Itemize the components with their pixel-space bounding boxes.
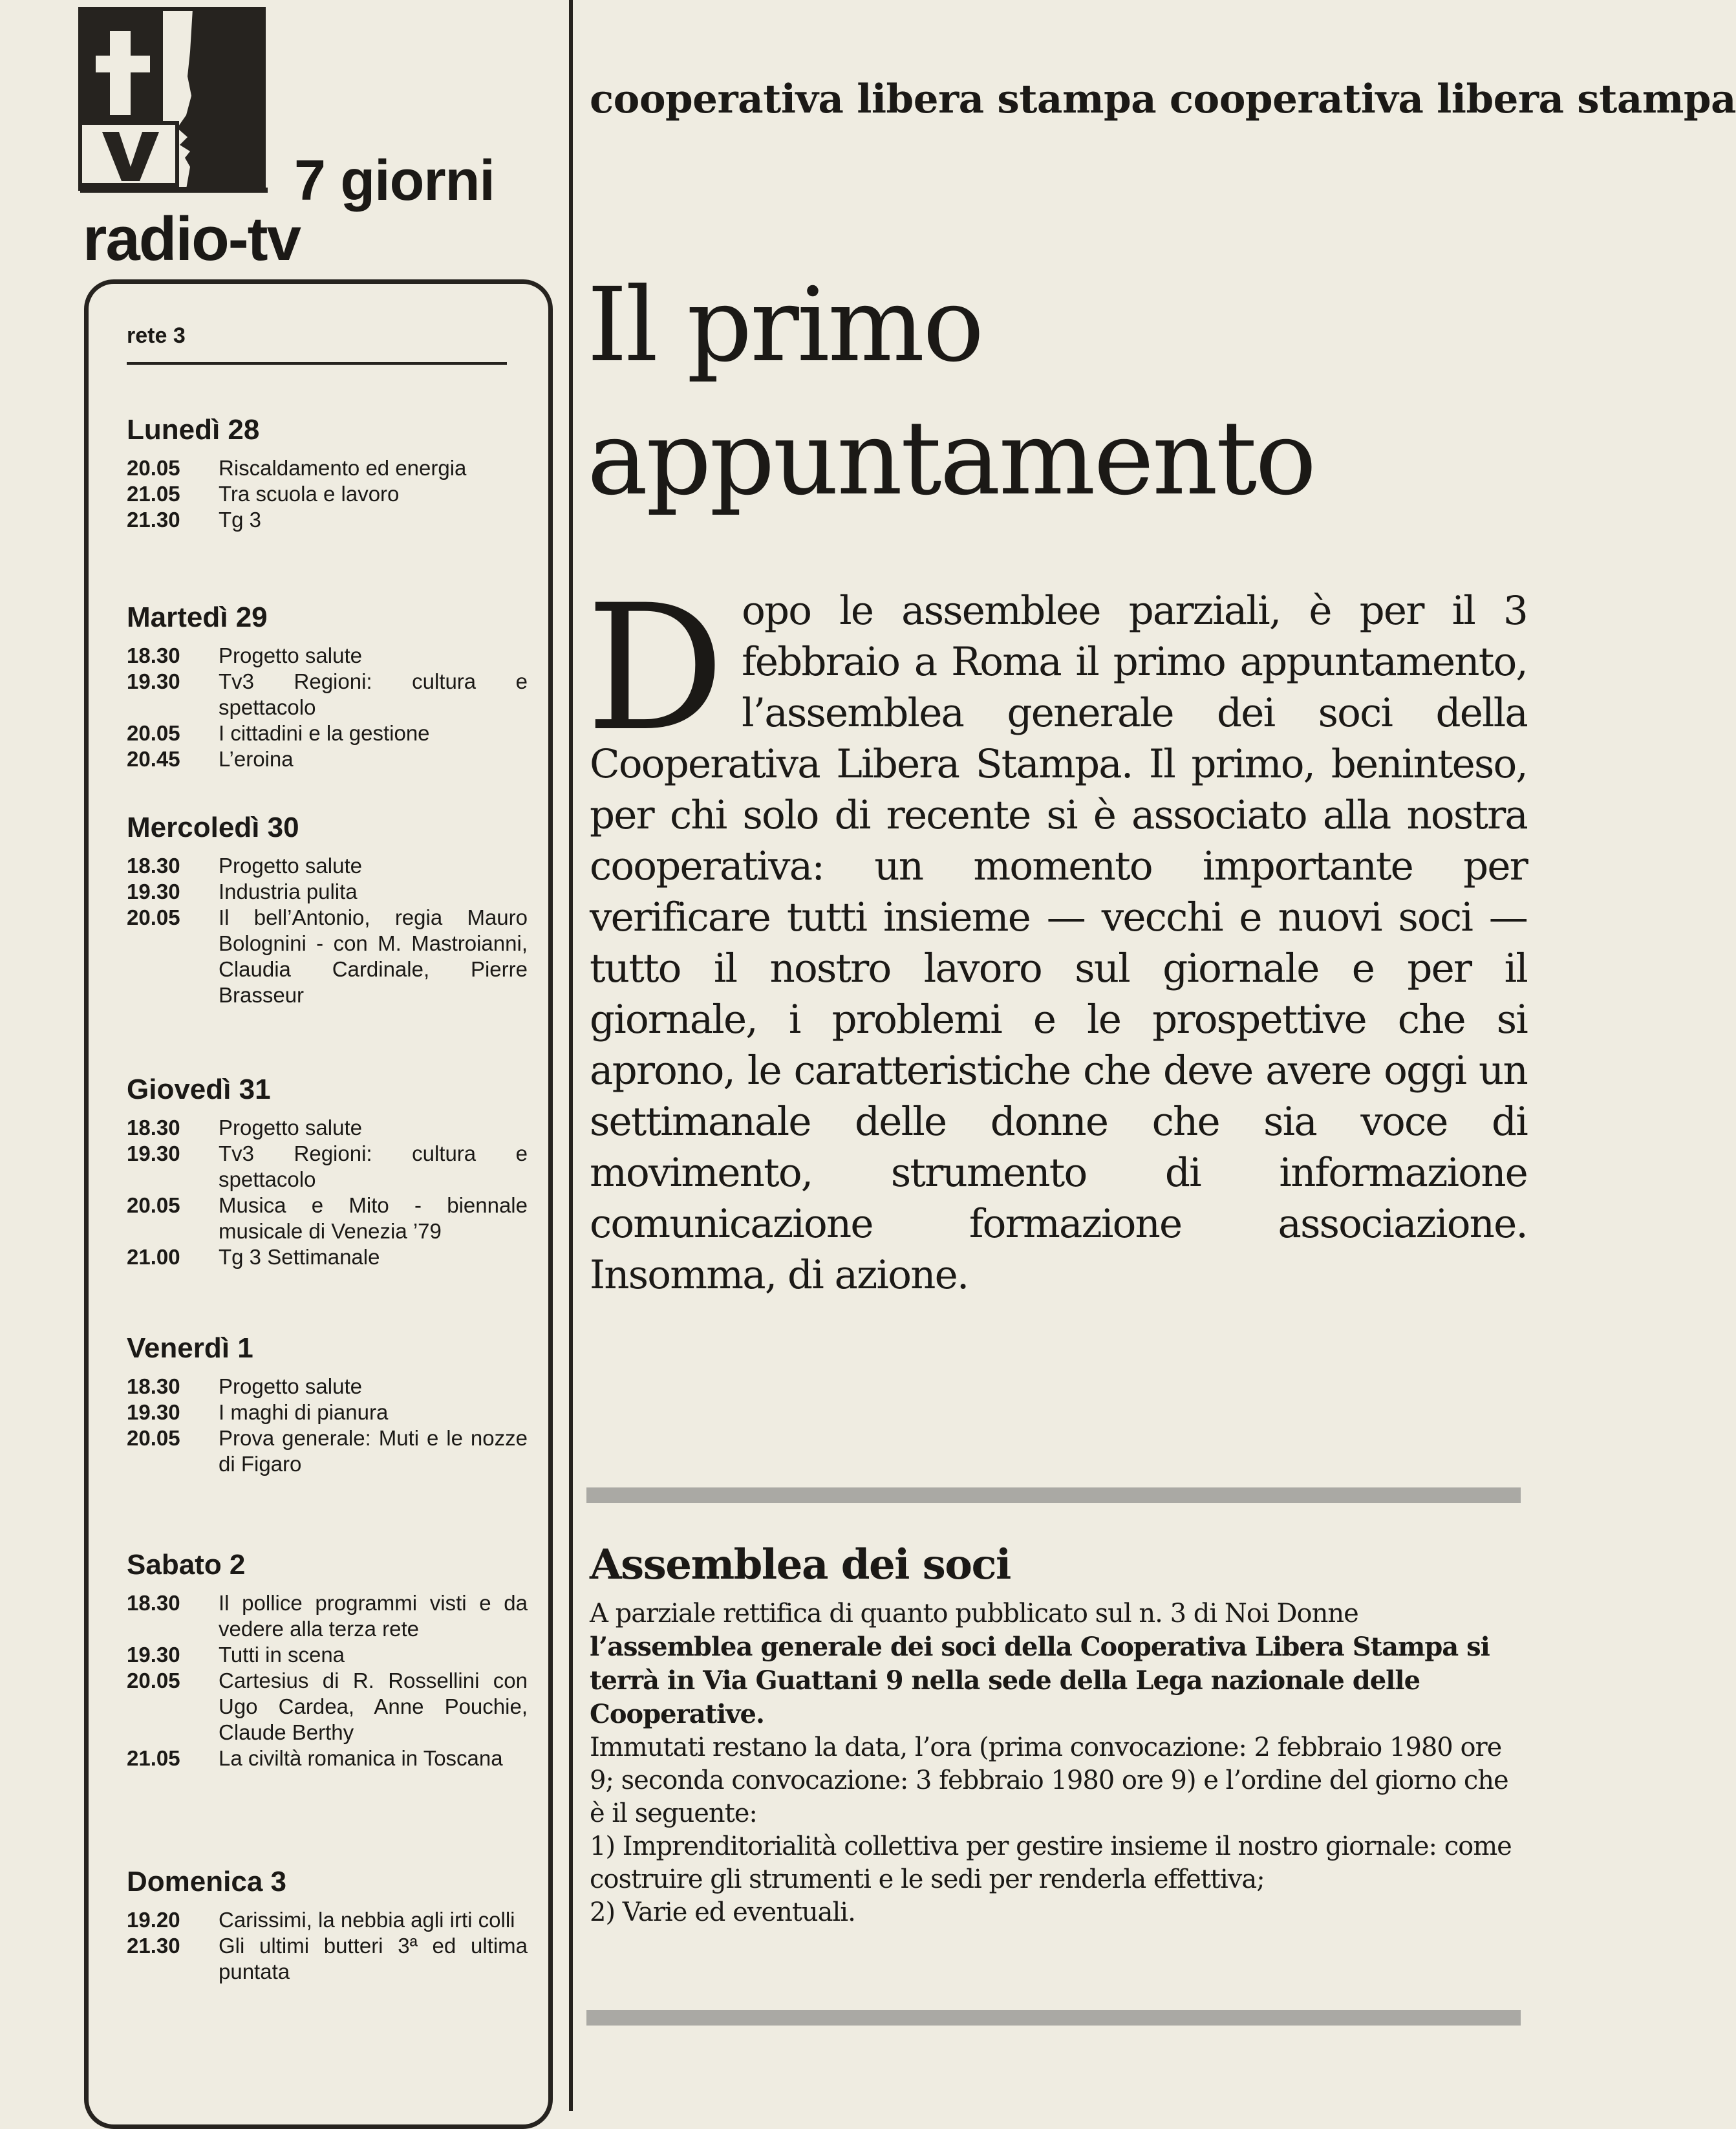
program-title: Progetto salute	[219, 854, 362, 878]
program-time: 20.05	[127, 721, 180, 745]
program-row	[127, 1400, 528, 1425]
program-row	[127, 853, 528, 879]
day-block	[127, 1332, 528, 1477]
program-title: Riscaldamento ed energia	[219, 456, 467, 480]
tv-logo	[76, 5, 268, 193]
program-time: 18.30	[127, 1591, 180, 1615]
program-title: Il bell’Antonio, regia Mauro Bolognini - con M. Mastroianni, Claudia Cardinale, Pierre Brasseur	[219, 905, 528, 1007]
notice-item: 1) Imprenditorialità collettiva per gestire insieme il nostro giornale: come costruire gli strumenti e le sedi per renderla effettiva;	[590, 1832, 1512, 1894]
program-time: 19.20	[127, 1908, 180, 1932]
program-time: 20.05	[127, 905, 180, 929]
program-row	[127, 879, 528, 905]
program-title: Gli ultimi butteri 3ª ed ultima puntata	[219, 1934, 528, 1983]
day-block	[127, 601, 528, 772]
day-block	[127, 414, 528, 533]
program-title: Cartesius di R. Rossellini con Ugo Cardea, Anne Pouchie, Claude Berthy	[219, 1669, 528, 1744]
program-time: 20.05	[127, 1193, 180, 1217]
notice-title: Assemblea dei soci	[590, 1540, 1011, 1589]
program-time: 21.05	[127, 482, 180, 506]
program-title: La civiltà romanica in Toscana	[219, 1746, 503, 1770]
program-row	[127, 455, 528, 481]
program-time: 20.45	[127, 747, 180, 771]
program-title: Tv3 Regioni: cultura e spettacolo	[219, 669, 528, 719]
program-title: Industria pulita	[219, 880, 358, 903]
day-title: Domenica 3	[127, 1866, 286, 1897]
channel-label: rete 3	[127, 323, 186, 348]
program-title: Progetto salute	[219, 643, 362, 667]
article-intro	[586, 568, 1527, 1301]
program-time: 20.05	[127, 456, 180, 480]
program-time: 21.30	[127, 1934, 180, 1958]
column-divider	[569, 0, 573, 2111]
program-time: 18.30	[127, 1116, 180, 1140]
program-row	[127, 507, 528, 533]
program-title: Progetto salute	[219, 1374, 362, 1398]
program-time: 18.30	[127, 1374, 180, 1398]
program-title: I cittadini e la gestione	[219, 721, 430, 745]
program-row	[127, 720, 528, 746]
program-row	[127, 1933, 528, 1985]
program-row	[127, 1745, 528, 1771]
day-block	[127, 1866, 528, 1985]
program-title: Progetto salute	[219, 1116, 362, 1140]
program-row	[127, 1115, 528, 1141]
day-block	[127, 1074, 528, 1270]
tv-logo-graphic	[76, 5, 268, 193]
program-row	[127, 1374, 528, 1400]
program-row	[127, 1244, 528, 1270]
day-title: Venerdì 1	[127, 1332, 253, 1364]
program-time: 19.30	[127, 1643, 180, 1667]
program-title: I maghi di pianura	[219, 1400, 389, 1424]
program-time: 21.30	[127, 508, 180, 532]
program-title: Il pollice programmi visti e da vedere alla terza rete	[219, 1591, 528, 1641]
section-rule-top	[586, 1487, 1521, 1503]
program-row	[127, 643, 528, 669]
program-row	[127, 481, 528, 507]
program-row	[127, 1907, 528, 1933]
day-title: Giovedì 31	[127, 1074, 271, 1105]
program-title: Musica e Mito - biennale musicale di Venezia ’79	[219, 1193, 528, 1243]
program-title: Tutti in scena	[219, 1643, 345, 1667]
program-time: 20.05	[127, 1426, 180, 1450]
program-title: L’eroina	[219, 747, 294, 771]
program-row	[127, 1425, 528, 1477]
program-title: Prova generale: Muti e le nozze di Figaro	[219, 1426, 528, 1476]
notice-bold: l’assemblea generale dei soci della Cooperativa Libera Stampa si terrà in Via Guattani 9 nella sede della Lega nazionale delle Cooperative.	[590, 1632, 1490, 1729]
article-headline: Il primo appuntamento	[587, 266, 1315, 518]
program-time: 19.30	[127, 669, 180, 693]
article-intro-text: opo le assemblee parziali, è per il 3 febbraio a Roma il primo appuntamento, l’assemblea generale dei soci della Cooperativa Libera Stampa. Il primo, beninteso, per chi solo di recente si è associato alla nostra cooperativa: un momento importante per verificare tutti insieme — vecchi e nuovi soci — tutto il nostro lavoro sul giornale e per il giornale, i problemi e le prospettive che si aprono, le caratteristiche che deve avere oggi un settimanale delle donne che sia voce di movimento, strumento di informazione comunicazione formazione associazione. Insomma, di azione.	[590, 588, 1527, 1298]
program-row	[127, 1668, 528, 1745]
program-title: Tg 3 Settimanale	[219, 1245, 380, 1269]
program-row	[127, 1193, 528, 1244]
notice-item: 2) Varie ed eventuali.	[590, 1897, 855, 1927]
program-time: 21.00	[127, 1245, 180, 1269]
program-time: 21.05	[127, 1746, 180, 1770]
program-time: 19.30	[127, 1400, 180, 1424]
notice-details: Immutati restano la data, l’ora (prima convocazione: 2 febbraio 1980 ore 9; seconda convocazione: 3 febbraio 1980 ore 9) e l’ordine del giorno che è il seguente:	[590, 1733, 1508, 1828]
notice-body	[590, 1597, 1521, 1929]
program-title: Tra scuola e lavoro	[219, 482, 400, 506]
program-row	[127, 1590, 528, 1642]
program-time: 19.30	[127, 880, 180, 903]
program-time: 20.05	[127, 1669, 180, 1692]
running-head: cooperativa libera stampa cooperativa libera stampa	[590, 76, 1736, 122]
channel-rule	[127, 362, 507, 365]
program-title: Tv3 Regioni: cultura e spettacolo	[219, 1141, 528, 1191]
program-time: 19.30	[127, 1141, 180, 1165]
drop-cap: D	[586, 568, 724, 770]
program-row	[127, 746, 528, 772]
program-time: 18.30	[127, 643, 180, 667]
radio-tv-label: radio-tv	[83, 204, 301, 274]
program-time: 18.30	[127, 854, 180, 878]
program-row	[127, 1141, 528, 1193]
program-row	[127, 669, 528, 720]
day-title: Martedì 29	[127, 601, 268, 633]
program-title: Carissimi, la nebbia agli irti colli	[219, 1908, 515, 1932]
day-title: Mercoledì 30	[127, 812, 299, 843]
program-title: Tg 3	[219, 508, 262, 532]
day-title: Sabato 2	[127, 1549, 246, 1581]
program-row	[127, 1642, 528, 1668]
seven-days-label: 7 giorni	[294, 148, 495, 212]
day-title: Lunedì 28	[127, 414, 260, 446]
notice-lead: A parziale rettifica di quanto pubblicato sul n. 3 di Noi Donne	[590, 1599, 1358, 1628]
day-block	[127, 812, 528, 1008]
day-block	[127, 1549, 528, 1771]
program-row	[127, 905, 528, 1008]
section-rule-bottom	[586, 2010, 1521, 2026]
